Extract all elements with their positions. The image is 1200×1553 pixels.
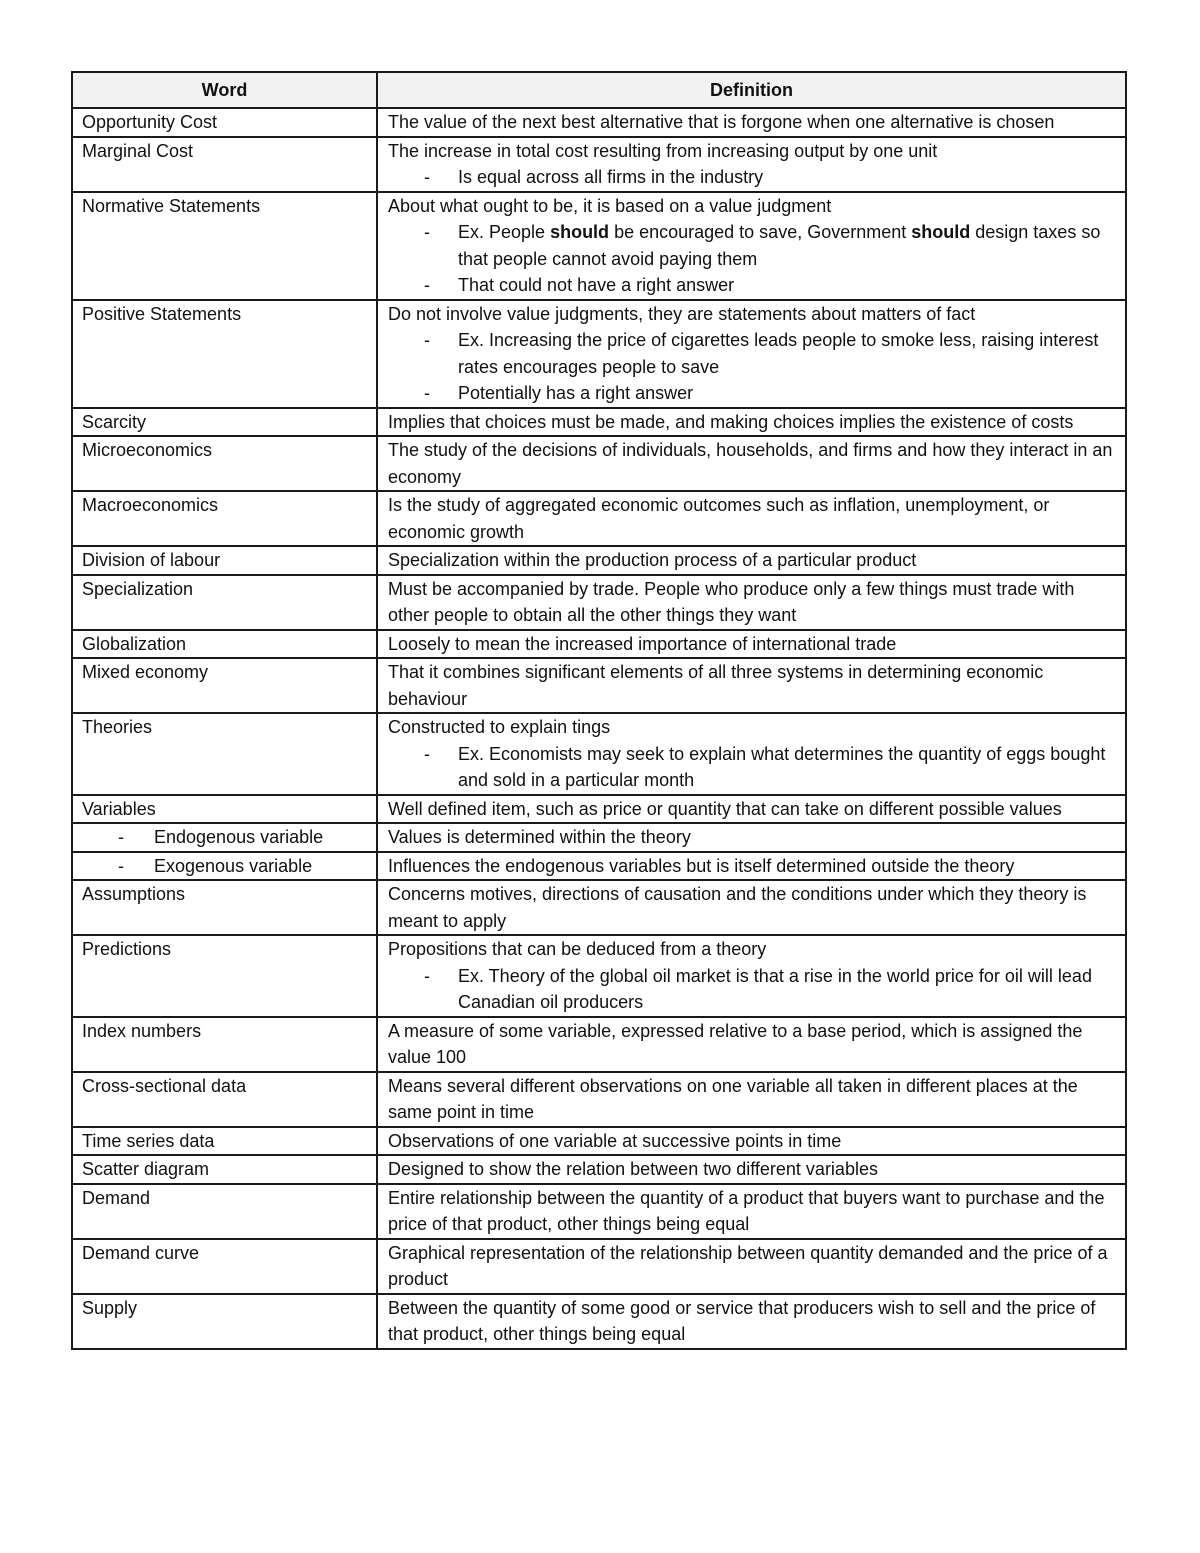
table-row	[72, 658, 1126, 713]
definition-text: The value of the next best alternative that is forgone when one alternative is chosen	[388, 112, 1055, 132]
bullet-text: Is equal across all firms in the industry	[458, 167, 764, 187]
definition-text: The study of the decisions of individuals, households, and firms and how they interact in an economy	[388, 440, 1113, 487]
definition-text: Do not involve value judgments, they are statements about matters of fact	[388, 303, 976, 324]
list-item	[388, 380, 1115, 407]
table-row	[72, 575, 1126, 630]
definition-cell	[377, 935, 1126, 1017]
definition-text: Implies that choices must be made, and making choices implies the existence of costs	[388, 411, 1074, 432]
term-text: Demand curve	[82, 1242, 200, 1263]
table-row	[72, 880, 1126, 935]
definition-cell	[377, 713, 1126, 795]
definition-cell	[377, 630, 1126, 659]
definition-cell	[377, 108, 1126, 137]
term-cell	[72, 192, 377, 300]
term-cell	[72, 108, 377, 137]
definition-text: Values is determined within the theory	[388, 827, 691, 847]
term-cell	[72, 713, 377, 795]
term-cell	[72, 630, 377, 659]
term-text: Globalization	[82, 633, 187, 654]
term-cell	[72, 1127, 377, 1156]
term-text: Exogenous variable	[154, 855, 313, 876]
definition-cell	[377, 1127, 1126, 1156]
dash-bullet-icon: -	[424, 743, 430, 764]
bullet-text: Potentially has a right answer	[458, 383, 694, 403]
list-item	[388, 219, 1115, 272]
term-text: Normative Statements	[82, 195, 261, 216]
term-text: Microeconomics	[82, 440, 213, 460]
definition-text: Entire relationship between the quantity of a product that buyers want to purchase and the price of that product, other things being equal	[388, 1187, 1105, 1234]
term-text: Predictions	[82, 939, 172, 959]
definition-text: That it combines significant elements of all three systems in determining economic behaviour	[388, 662, 1044, 709]
definition-cell	[377, 408, 1126, 437]
definition-cell	[377, 1017, 1126, 1072]
table-row	[72, 1294, 1126, 1349]
table-row	[72, 137, 1126, 192]
definition-text: About what ought to be, it is based on a value judgment	[388, 195, 832, 216]
definition-cell	[377, 880, 1126, 935]
table-row	[72, 1072, 1126, 1127]
dash-bullet-icon: -	[118, 855, 124, 876]
list-item	[388, 327, 1115, 380]
dash-bullet-icon: -	[424, 275, 430, 295]
definition-text: Loosely to mean the increased importance of international trade	[388, 633, 897, 654]
term-text: Assumptions	[82, 884, 186, 904]
term-cell	[72, 935, 377, 1017]
definition-cell	[377, 795, 1126, 824]
table-row	[72, 823, 1126, 852]
term-cell	[72, 300, 377, 408]
definition-cell	[377, 1184, 1126, 1239]
definition-text: Means several different observations on one variable all taken in different places at the same point in time	[388, 1075, 1078, 1122]
definition-text: Specialization within the production process of a particular product	[388, 550, 917, 570]
table-row	[72, 1184, 1126, 1239]
definition-cell	[377, 1072, 1126, 1127]
term-text: Index numbers	[82, 1020, 202, 1041]
dash-bullet-icon: -	[424, 965, 430, 986]
term-cell	[72, 823, 377, 852]
definition-text: Influences the endogenous variables but is itself determined outside the theory	[388, 855, 1015, 876]
table-row	[72, 1239, 1126, 1294]
bullet-text: Ex. Theory of the global oil market is that a rise in the world price for oil will lead Canadian oil producers	[458, 965, 1092, 1012]
definition-text: Between the quantity of some good or service that producers wish to sell and the price of that product, other things being equal	[388, 1297, 1096, 1344]
table-row	[72, 192, 1126, 300]
term-cell	[72, 1184, 377, 1239]
bullet-text: That could not have a right answer	[458, 275, 735, 295]
dash-bullet-icon: -	[424, 383, 430, 403]
definition-text: The increase in total cost resulting from increasing output by one unit	[388, 140, 938, 161]
term-cell	[72, 852, 377, 881]
table-row	[72, 436, 1126, 491]
table-row	[72, 108, 1126, 137]
term-cell	[72, 491, 377, 546]
term-text: Division of labour	[82, 550, 221, 570]
term-text: Endogenous variable	[154, 827, 324, 847]
term-text: Scatter diagram	[82, 1159, 210, 1179]
term-cell	[72, 880, 377, 935]
term-cell	[72, 1294, 377, 1349]
bullet-text: Ex. Economists may seek to explain what determines the quantity of eggs bought and sold in a particular month	[458, 743, 1106, 790]
definition-text: Observations of one variable at successive points in time	[388, 1130, 842, 1151]
table-row	[72, 546, 1126, 575]
definition-cell	[377, 491, 1126, 546]
term-cell	[72, 1072, 377, 1127]
table-row	[72, 795, 1126, 824]
term-text: Mixed economy	[82, 662, 209, 682]
dash-bullet-icon: -	[424, 167, 430, 187]
definition-cell	[377, 546, 1126, 575]
definition-bullets	[388, 219, 1115, 299]
list-item	[388, 164, 1115, 191]
term-text: Time series data	[82, 1130, 215, 1151]
term-cell	[72, 546, 377, 575]
dash-bullet-icon: -	[118, 827, 124, 847]
table-row	[72, 852, 1126, 881]
term-cell	[72, 658, 377, 713]
column-header-definition: Definition	[377, 72, 1126, 108]
definition-cell	[377, 1294, 1126, 1349]
definition-text: Propositions that can be deduced from a theory	[388, 939, 767, 959]
definition-cell	[377, 137, 1126, 192]
term-text: Opportunity Cost	[82, 112, 218, 132]
emphasis-text: should	[550, 222, 610, 242]
definition-text: A measure of some variable, expressed relative to a base period, which is assigned the value 100	[388, 1020, 1083, 1067]
term-text: Supply	[82, 1297, 138, 1318]
dash-bullet-icon: -	[424, 330, 430, 350]
definition-text: Must be accompanied by trade. People who produce only a few things must trade with other people to obtain all the other things they want	[388, 578, 1075, 625]
term-text: Variables	[82, 798, 156, 819]
glossary-table	[71, 71, 1127, 1350]
definition-cell	[377, 823, 1126, 852]
definition-cell	[377, 436, 1126, 491]
definition-bullets	[388, 963, 1115, 1016]
term-cell	[72, 795, 377, 824]
table-body	[72, 108, 1126, 1349]
term-text: Theories	[82, 717, 153, 737]
table-row	[72, 1017, 1126, 1072]
term-cell	[72, 1017, 377, 1072]
definition-bullets	[388, 741, 1115, 794]
definition-text: Well defined item, such as price or quantity that can take on different possible values	[388, 798, 1062, 819]
table-row	[72, 1127, 1126, 1156]
list-item	[388, 963, 1115, 1016]
sub-term	[82, 853, 366, 880]
definition-cell	[377, 852, 1126, 881]
term-text: Positive Statements	[82, 303, 242, 324]
list-item	[388, 741, 1115, 794]
term-text: Cross-sectional data	[82, 1075, 247, 1096]
definition-text: Concerns motives, directions of causation and the conditions under which they theory is meant to apply	[388, 884, 1087, 931]
term-cell	[72, 1239, 377, 1294]
definition-text: Designed to show the relation between two different variables	[388, 1159, 878, 1179]
definition-text: Graphical representation of the relationship between quantity demanded and the price of a product	[388, 1242, 1108, 1289]
term-text: Demand	[82, 1187, 151, 1208]
definition-cell	[377, 192, 1126, 300]
table-row	[72, 1155, 1126, 1184]
term-cell	[72, 436, 377, 491]
definition-text: Constructed to explain tings	[388, 717, 611, 737]
list-item	[388, 272, 1115, 299]
definition-cell	[377, 658, 1126, 713]
table-row	[72, 300, 1126, 408]
definition-bullets	[388, 327, 1115, 407]
bullet-text: Ex. People should be encouraged to save, Government should design taxes so that people cannot avoid paying them	[458, 222, 1101, 269]
definition-cell	[377, 300, 1126, 408]
definition-cell	[377, 1239, 1126, 1294]
bullet-text: Ex. Increasing the price of cigarettes leads people to smoke less, raising interest rates encourages people to save	[458, 330, 1099, 377]
table-row	[72, 713, 1126, 795]
table-header	[72, 72, 1126, 108]
table-row	[72, 630, 1126, 659]
table-row	[72, 408, 1126, 437]
term-cell	[72, 408, 377, 437]
table-row	[72, 935, 1126, 1017]
definition-bullets	[388, 164, 1115, 191]
term-text: Marginal Cost	[82, 140, 194, 161]
term-text: Macroeconomics	[82, 495, 219, 515]
term-text: Specialization	[82, 578, 194, 599]
column-header-word: Word	[72, 72, 377, 108]
dash-bullet-icon: -	[424, 222, 430, 242]
term-cell	[72, 1155, 377, 1184]
definition-cell	[377, 1155, 1126, 1184]
term-cell	[72, 137, 377, 192]
term-text: Scarcity	[82, 411, 147, 432]
table-row	[72, 491, 1126, 546]
header-row	[72, 72, 1126, 108]
sub-term	[82, 824, 366, 851]
term-cell	[72, 575, 377, 630]
definition-cell	[377, 575, 1126, 630]
emphasis-text: should	[911, 222, 971, 242]
definition-text: Is the study of aggregated economic outcomes such as inflation, unemployment, or economic growth	[388, 495, 1050, 542]
